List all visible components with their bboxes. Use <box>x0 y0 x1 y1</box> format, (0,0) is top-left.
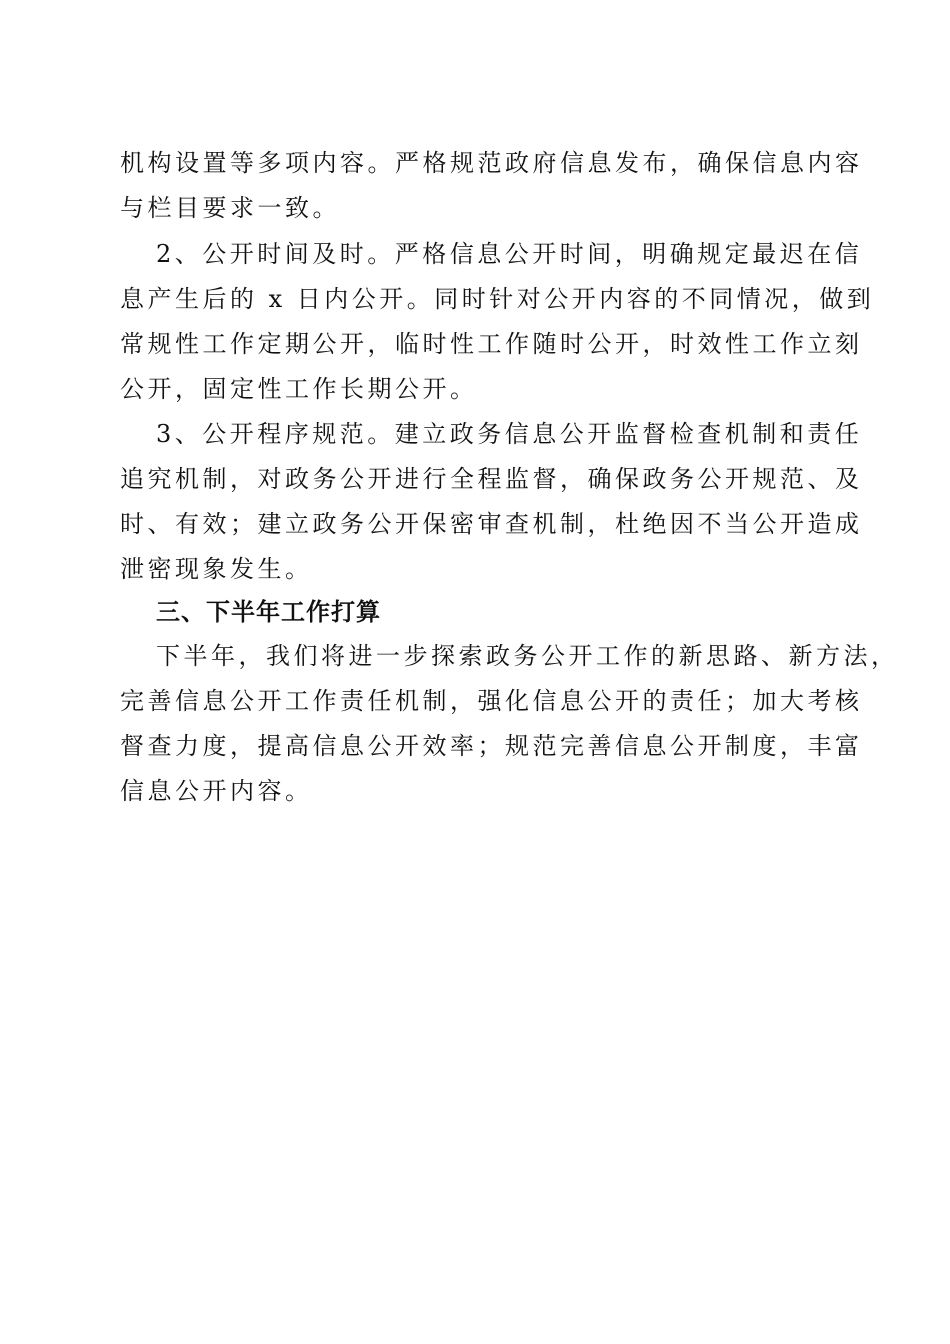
paragraph-line: 泄密现象发生。 <box>120 555 313 583</box>
paragraph-line: 2、公开时间及时。严格信息公开时间，明确规定最迟在信 <box>156 240 863 268</box>
paragraph-line: 下半年，我们将进一步探索政务公开工作的新思路、新方法， <box>156 642 899 670</box>
paragraph-line: 公开，固定性工作长期公开。 <box>120 375 478 403</box>
paragraph-line: 时、有效；建立政务公开保密审查机制，杜绝因不当公开造成 <box>120 510 863 538</box>
paragraph-line: 督查力度，提高信息公开效率；规范完善信息公开制度，丰富 <box>120 732 863 760</box>
paragraph-line: 完善信息公开工作责任机制，强化信息公开的责任；加大考核 <box>120 687 863 715</box>
paragraph-line: 机构设置等多项内容。严格规范政府信息发布，确保信息内容 <box>120 149 863 177</box>
paragraph-line: 3、公开程序规范。建立政务信息公开监督检查机制和责任 <box>156 420 863 448</box>
paragraph-line: 息产生后的 x 日内公开。同时针对公开内容的不同情况，做到 <box>120 285 875 313</box>
paragraph-line: 与栏目要求一致。 <box>120 194 340 222</box>
paragraph-line: 追究机制，对政务公开进行全程监督，确保政务公开规范、及 <box>120 465 863 493</box>
paragraph-line: 信息公开内容。 <box>120 777 313 805</box>
section-heading: 三、下半年工作打算 <box>156 598 381 626</box>
paragraph-line: 常规性工作定期公开，临时性工作随时公开，时效性工作立刻 <box>120 330 863 358</box>
